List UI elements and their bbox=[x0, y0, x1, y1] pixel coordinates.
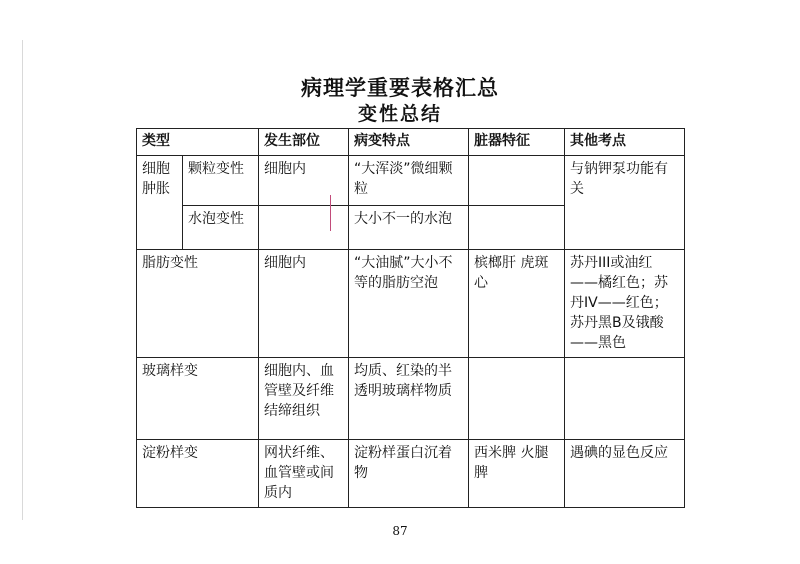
cell-fatty-other: 苏丹III或油红——橘红色；苏丹IV——红色；苏丹黑B及锇酸——黑色 bbox=[565, 250, 685, 358]
cell-granular-site: 细胞内 bbox=[259, 156, 349, 206]
document-subtitle: 变性总结 bbox=[357, 103, 442, 125]
header-organ: 脏器特征 bbox=[469, 129, 565, 156]
cell-hyaline-organ bbox=[469, 358, 565, 440]
document-title: 病理学重要表格汇总 bbox=[301, 75, 499, 100]
pen-mark bbox=[330, 195, 331, 231]
cell-amyloid-name: 淀粉样变 bbox=[137, 440, 259, 508]
page-number: 87 bbox=[392, 524, 408, 538]
cell-hydropic-features: 大小不一的水泡 bbox=[349, 206, 469, 250]
cell-fatty-organ: 槟榔肝 虎斑心 bbox=[469, 250, 565, 358]
cell-granular-name: 颗粒变性 bbox=[183, 156, 259, 206]
cell-hydropic-site bbox=[259, 206, 349, 250]
cell-fatty-site: 细胞内 bbox=[259, 250, 349, 358]
cell-hydropic-organ bbox=[469, 206, 565, 250]
cell-hyaline-features: 均质、红染的半透明玻璃样物质 bbox=[349, 358, 469, 440]
table-row bbox=[137, 250, 685, 358]
cell-hyaline-name: 玻璃样变 bbox=[137, 358, 259, 440]
cell-granular-organ bbox=[469, 156, 565, 206]
table-header-row bbox=[137, 129, 685, 156]
cell-hydropic-name: 水泡变性 bbox=[183, 206, 259, 250]
cell-amyloid-other: 遇碘的显色反应 bbox=[565, 440, 685, 508]
cell-amyloid-organ: 西米脾 火腿脾 bbox=[469, 440, 565, 508]
cell-swelling-other: 与钠钾泵功能有关 bbox=[565, 156, 685, 250]
header-type: 类型 bbox=[137, 129, 259, 156]
cell-hyaline-site: 细胞内、血管壁及纤维结缔组织 bbox=[259, 358, 349, 440]
degeneration-table bbox=[136, 128, 685, 508]
cell-swelling-group: 细胞肿胀 bbox=[137, 156, 183, 250]
header-other: 其他考点 bbox=[565, 129, 685, 156]
cell-fatty-name: 脂肪变性 bbox=[137, 250, 259, 358]
table-row bbox=[137, 358, 685, 440]
cell-granular-features: “大浑淡”微细颗粒 bbox=[349, 156, 469, 206]
cell-hyaline-other bbox=[565, 358, 685, 440]
header-site: 发生部位 bbox=[259, 129, 349, 156]
header-features: 病变特点 bbox=[349, 129, 469, 156]
cell-fatty-features: “大油腻”大小不等的脂肪空泡 bbox=[349, 250, 469, 358]
table-row bbox=[137, 440, 685, 508]
cell-amyloid-site: 网状纤维、血管壁或间质内 bbox=[259, 440, 349, 508]
cell-amyloid-features: 淀粉样蛋白沉着物 bbox=[349, 440, 469, 508]
table-row bbox=[137, 156, 685, 206]
